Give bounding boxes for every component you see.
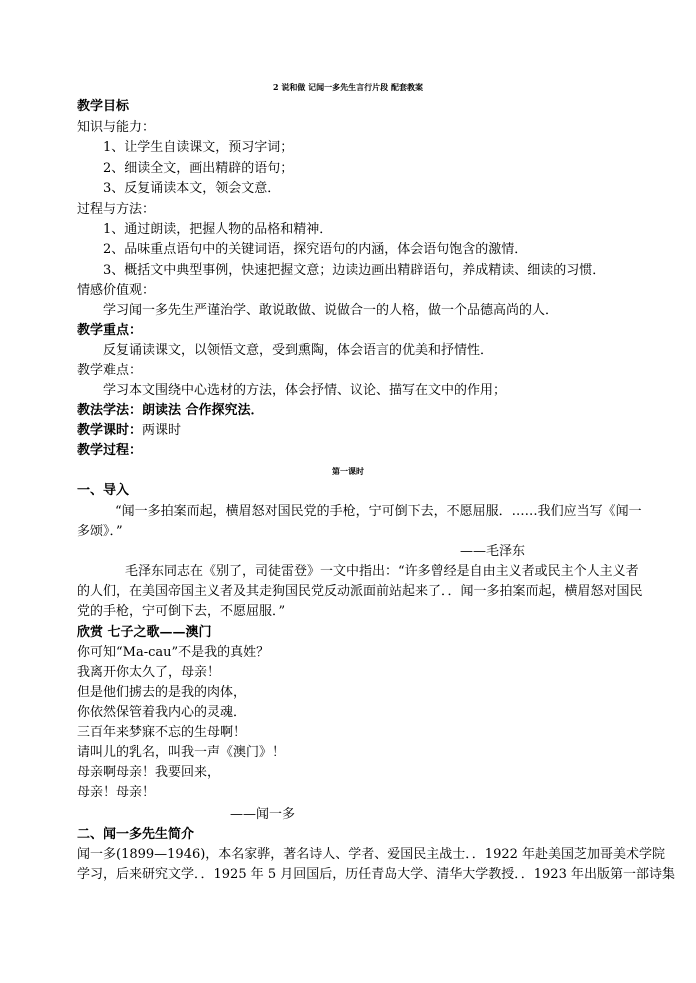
section2-heading: 二、闻一多先生简介 xyxy=(77,827,195,842)
intro-attribution: ——毛泽东 xyxy=(460,544,526,559)
process-heading: 过程与方法： xyxy=(77,202,156,217)
key-points-heading: 教学重点： xyxy=(77,323,143,338)
knowledge-item: 2、细读全文，画出精辟的语句； xyxy=(103,161,294,176)
intro-quote-line: “闻一多拍案而起，横眉怒对国民党的手枪，宁可倒下去，不愿屈服．……我们应当写《闻一 xyxy=(115,504,642,519)
process-item: 2、品味重点语句中的关键词语，探究语句的内涵，体会语句饱含的激情． xyxy=(103,242,528,257)
hours-label: 教学课时： xyxy=(77,423,143,438)
goals-heading: 教学目标 xyxy=(77,99,130,114)
poem-line: 三百年来梦寐不忘的生母啊！ xyxy=(77,725,247,740)
values-heading: 情感价值观： xyxy=(77,283,156,298)
knowledge-item: 1、让学生自读课文，预习字词； xyxy=(103,140,294,155)
poem-line: 你可知“Ma-cau”不是我的真姓？ xyxy=(77,645,270,660)
bio-line: 学习，后来研究文学．．1925 年 5 月回国后，历任青岛大学、清华大学教授．．1923 年出版第一部诗集 xyxy=(77,867,675,882)
poem-line: 但是他们掳去的是我的肉体， xyxy=(77,685,247,700)
difficulty-text: 学习本文围绕中心选材的方法，体会抒情、议论、描写在文中的作用； xyxy=(103,383,507,398)
poem-line: 我离开你太久了，母亲！ xyxy=(77,665,221,680)
key-points-text: 反复诵读课文，以领悟文意，受到熏陶，体会语言的优美和抒情性． xyxy=(103,343,494,358)
mao-paragraph-line: 党的手枪，宁可倒下去，不愿屈服．” xyxy=(77,604,286,619)
knowledge-heading: 知识与能力： xyxy=(77,120,156,135)
poem-attribution: ——闻一多 xyxy=(230,807,296,822)
poem-line: 母亲啊母亲！我要回来， xyxy=(77,765,221,780)
knowledge-item: 3、反复诵读本文，领会文意． xyxy=(103,181,281,196)
poem-heading: 欣赏 七子之歌——澳门 xyxy=(77,625,212,640)
method-line: 教法学法：朗读法 合作探究法． xyxy=(77,403,264,418)
poem-line: 你依然保管着我内心的灵魂． xyxy=(77,705,247,720)
process-item: 3、概括文中典型事例，快速把握文意；边读边画出精辟语句，养成精读、细读的习惯． xyxy=(103,263,606,278)
difficulty-heading: 教学难点： xyxy=(77,363,143,378)
lesson1-heading: 第一课时 xyxy=(332,466,364,476)
document-title: 2 说和做 记闻一多先生言行片段 配套教案 xyxy=(273,82,423,92)
mao-paragraph-line: 毛泽东同志在《别了，司徒雷登》一文中指出：“许多曾经是自由主义者或民主个人主义者 xyxy=(125,564,639,579)
mao-paragraph-line: 的人们，在美国帝国主义者及其走狗国民党反动派面前站起来了．．闻一多拍案而起，横眉怒对国民 xyxy=(77,584,643,599)
poem-line: 请叫儿的乳名，叫我一声《澳门》！ xyxy=(77,745,286,760)
section1-heading: 一、导入 xyxy=(77,483,130,498)
bio-line: 闻一多(1899—1946)，本名家骅，著名诗人、学者、爱国民主战士．．1922 年赴美国芝加哥美术学院 xyxy=(77,847,666,862)
poem-line: 母亲！母亲！ xyxy=(77,785,156,800)
hours-line xyxy=(77,422,181,440)
values-text: 学习闻一多先生严谨治学、敢说敢做、说做合一的人格，做一个品德高尚的人． xyxy=(103,303,559,318)
intro-quote-line: 多颂》．” xyxy=(77,524,123,539)
process-item: 1、通过朗读，把握人物的品格和精神． xyxy=(103,222,333,237)
hours-value: 两课时 xyxy=(142,423,182,438)
procedure-heading: 教学过程： xyxy=(77,443,143,458)
